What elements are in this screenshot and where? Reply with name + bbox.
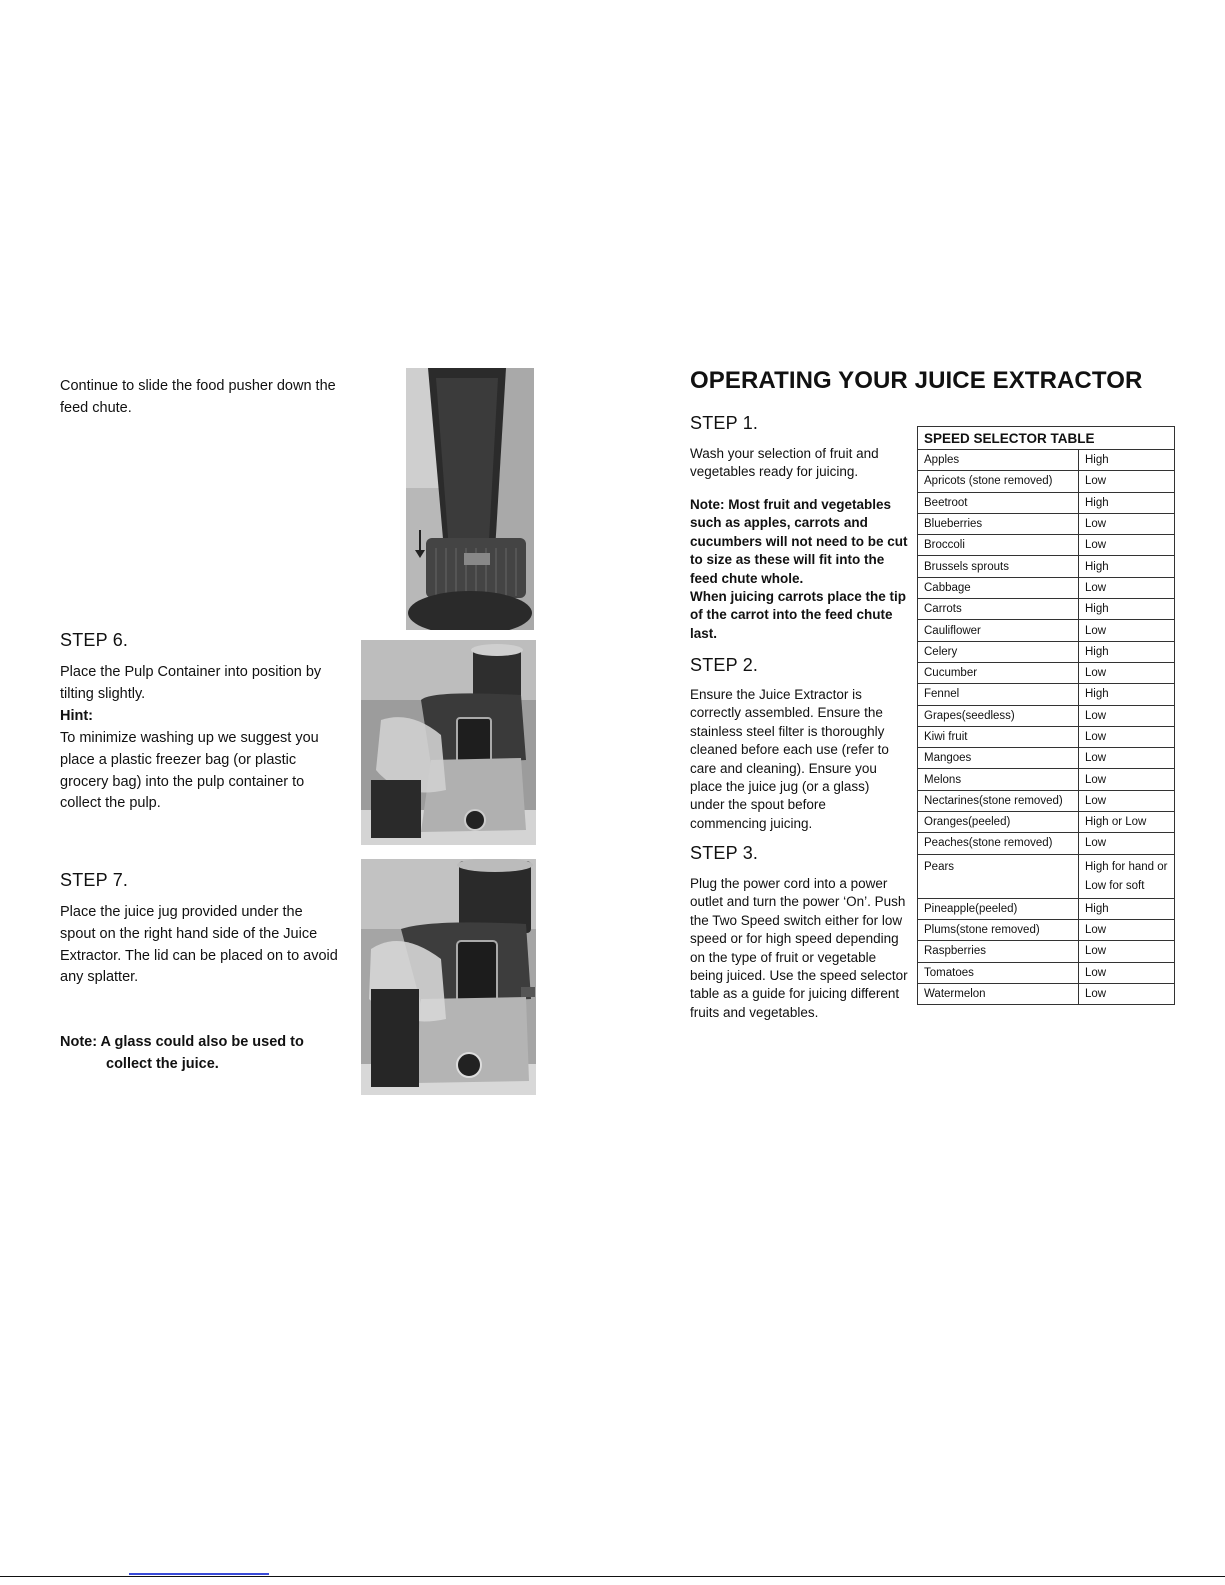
fruit-cell: Cucumber bbox=[918, 662, 1079, 683]
juice-jug-photo bbox=[361, 859, 536, 1095]
step1-carrots-note: When juicing carrots place the tip of the carrot into the feed chute last. bbox=[690, 589, 907, 641]
fruit-cell: Beetroot bbox=[918, 492, 1079, 513]
speed-cell: High bbox=[1079, 898, 1175, 919]
table-row bbox=[918, 898, 1175, 919]
table-row bbox=[918, 684, 1175, 705]
speed-cell: High bbox=[1079, 599, 1175, 620]
footer-link-underline bbox=[129, 1573, 269, 1575]
speed-cell: Low bbox=[1079, 790, 1175, 811]
table-row bbox=[918, 705, 1175, 726]
speed-selector-table bbox=[917, 426, 1175, 1005]
fruit-cell: Cauliflower bbox=[918, 620, 1079, 641]
food-pusher-photo bbox=[406, 368, 534, 630]
fruit-cell: Pears bbox=[918, 854, 1079, 898]
fruit-cell: Celery bbox=[918, 641, 1079, 662]
table-title: SPEED SELECTOR TABLE bbox=[918, 427, 1175, 450]
speed-cell: Low bbox=[1079, 705, 1175, 726]
step7-note-line2: collect the juice. bbox=[106, 1056, 219, 1072]
speed-cell: High bbox=[1079, 556, 1175, 577]
speed-cell: High or Low bbox=[1079, 812, 1175, 833]
table-row bbox=[918, 662, 1175, 683]
step1-note: Note: Most fruit and vegetables such as apples, carrots and cucumbers will not need to be cut to size as these will fit into the feed chute whole. bbox=[690, 497, 908, 586]
fruit-cell: Brussels sprouts bbox=[918, 556, 1079, 577]
step2-text: Ensure the Juice Extractor is correctly assembled. Ensure the stainless steel filter is thoroughly cleaned before each use (refer to care and cleaning). Ensure you place the juice jug (or a glass) under the spout before commencing juicing. bbox=[690, 687, 889, 831]
fruit-cell: Tomatoes bbox=[918, 962, 1079, 983]
table-row bbox=[918, 790, 1175, 811]
speed-cell: High bbox=[1079, 641, 1175, 662]
fruit-cell: Blueberries bbox=[918, 513, 1079, 534]
speed-cell: Low bbox=[1079, 577, 1175, 598]
fruit-cell: Raspberries bbox=[918, 941, 1079, 962]
fruit-cell: Grapes(seedless) bbox=[918, 705, 1079, 726]
fruit-cell: Melons bbox=[918, 769, 1079, 790]
speed-cell: High bbox=[1079, 684, 1175, 705]
table-row bbox=[918, 748, 1175, 769]
step3-heading: STEP 3. bbox=[690, 843, 759, 863]
table-row bbox=[918, 471, 1175, 492]
table-row bbox=[918, 962, 1175, 983]
fruit-cell: Mangoes bbox=[918, 748, 1079, 769]
speed-cell: Low bbox=[1079, 962, 1175, 983]
step2-heading: STEP 2. bbox=[690, 655, 759, 675]
fruit-cell: Plums(stone removed) bbox=[918, 919, 1079, 940]
table-row bbox=[918, 450, 1175, 471]
page-title: OPERATING YOUR JUICE EXTRACTOR bbox=[690, 367, 1143, 394]
fruit-cell: Pineapple(peeled) bbox=[918, 898, 1079, 919]
intro-text: Continue to slide the food pusher down the feed chute. bbox=[60, 378, 336, 416]
speed-cell: High bbox=[1079, 492, 1175, 513]
step1-heading: STEP 1. bbox=[690, 413, 759, 433]
step7-text: Place the juice jug provided under the spout on the right hand side of the Juice Extractor. The lid can be placed on to avoid any splatter. bbox=[60, 904, 338, 986]
speed-cell: Low bbox=[1079, 983, 1175, 1004]
speed-cell: Low bbox=[1079, 941, 1175, 962]
step3-text: Plug the power cord into a power outlet and turn the power ‘On’. Push the Two Speed switch either for low speed or for high speed depending on the type of fruit or vegetable being juiced. Use the speed selector table as a guide for juicing different fruits and vegetables. bbox=[690, 876, 908, 1020]
speed-cell: Low bbox=[1079, 620, 1175, 641]
fruit-cell: Peaches(stone removed) bbox=[918, 833, 1079, 854]
speed-cell: Low bbox=[1079, 919, 1175, 940]
table-row bbox=[918, 620, 1175, 641]
table-row bbox=[918, 769, 1175, 790]
table-row bbox=[918, 577, 1175, 598]
table-row bbox=[918, 641, 1175, 662]
pulp-container-photo bbox=[361, 640, 536, 845]
step7-heading: STEP 7. bbox=[60, 870, 129, 890]
fruit-cell: Kiwi fruit bbox=[918, 726, 1079, 747]
fruit-cell: Nectarines(stone removed) bbox=[918, 790, 1079, 811]
table-row bbox=[918, 919, 1175, 940]
speed-cell: Low bbox=[1079, 535, 1175, 556]
fruit-cell: Fennel bbox=[918, 684, 1079, 705]
step1-text: Wash your selection of fruit and vegetables ready for juicing. bbox=[690, 446, 879, 480]
table-row bbox=[918, 983, 1175, 1004]
table-row bbox=[918, 854, 1175, 898]
table-row bbox=[918, 599, 1175, 620]
table-row bbox=[918, 556, 1175, 577]
table-row bbox=[918, 726, 1175, 747]
table-row bbox=[918, 492, 1175, 513]
step6-text: Place the Pulp Container into position by tilting slightly. bbox=[60, 664, 322, 702]
speed-cell: High bbox=[1079, 450, 1175, 471]
fruit-cell: Carrots bbox=[918, 599, 1079, 620]
table-row bbox=[918, 833, 1175, 854]
step6-heading: STEP 6. bbox=[60, 630, 129, 650]
speed-cell: Low bbox=[1079, 726, 1175, 747]
table-row bbox=[918, 812, 1175, 833]
fruit-cell: Cabbage bbox=[918, 577, 1079, 598]
speed-cell: Low bbox=[1079, 769, 1175, 790]
step7-note-line1: Note: A glass could also be used to bbox=[60, 1034, 304, 1050]
table-row bbox=[918, 513, 1175, 534]
table-row bbox=[918, 941, 1175, 962]
fruit-cell: Broccoli bbox=[918, 535, 1079, 556]
speed-cell: Low bbox=[1079, 471, 1175, 492]
speed-cell: Low bbox=[1079, 662, 1175, 683]
fruit-cell: Apricots (stone removed) bbox=[918, 471, 1079, 492]
fruit-cell: Apples bbox=[918, 450, 1079, 471]
speed-cell: Low bbox=[1079, 833, 1175, 854]
speed-cell: Low bbox=[1079, 513, 1175, 534]
step6-hint-label: Hint: bbox=[60, 708, 94, 724]
speed-cell: Low bbox=[1079, 748, 1175, 769]
footer-rule bbox=[0, 1576, 1225, 1577]
fruit-cell: Oranges(peeled) bbox=[918, 812, 1079, 833]
speed-cell: High for hand or Low for soft bbox=[1079, 854, 1175, 898]
table-row bbox=[918, 535, 1175, 556]
fruit-cell: Watermelon bbox=[918, 983, 1079, 1004]
step6-hint-text: To minimize washing up we suggest you place a plastic freezer bag (or plastic grocery bag) into the pulp container to collect the pulp. bbox=[60, 730, 319, 812]
